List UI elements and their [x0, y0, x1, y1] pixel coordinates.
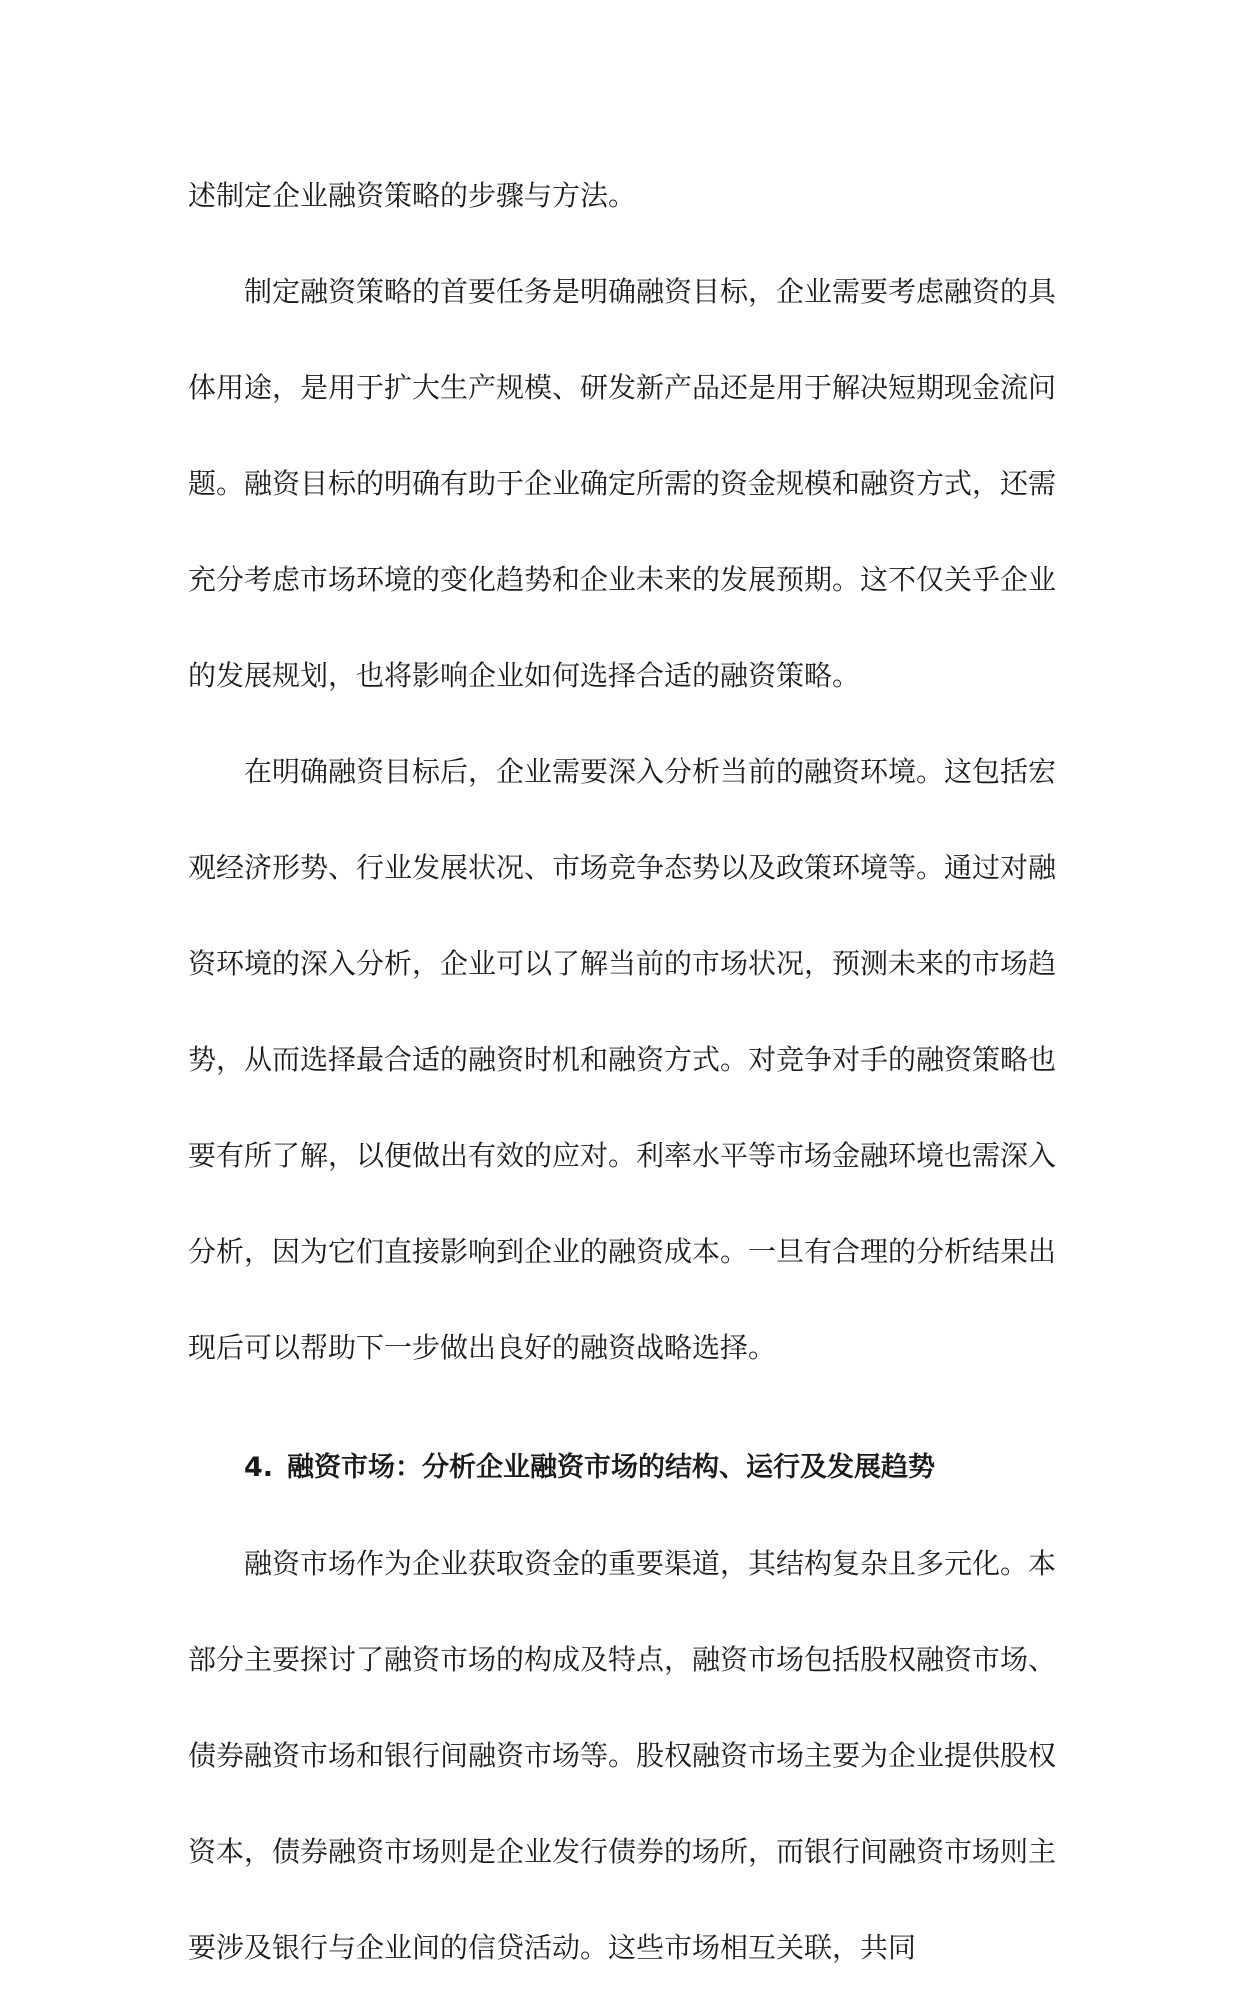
section-heading: [188, 1420, 1056, 1516]
paragraph-continuation: 述制定企业融资策略的步骤与方法。: [188, 179, 637, 212]
section-title: 融资市场：分析企业融资市场的结构、运行及发展趋势: [287, 1452, 936, 1483]
paragraph-financing-goal: 制定融资策略的首要任务是明确融资目标，企业需要考虑融资的具体用途，是用于扩大生产规模、研发新产品还是用于解决短期现金流问题。融资目标的明确有助于企业确定所需的资金规模和融资方式，还需充分考虑市场环境的变化趋势和企业未来的发展预期。这不仅关乎企业的发展规划，也将影响企业如何选择合适的融资策略。: [188, 275, 1057, 692]
section-number: 4.: [244, 1452, 274, 1483]
paragraph-financing-environment: 在明确融资目标后，企业需要深入分析当前的融资环境。这包括宏观经济形势、行业发展状况、市场竞争态势以及政策环境等。通过对融资环境的深入分析，企业可以了解当前的市场状况，预测未来的市场趋势，从而选择最合适的融资时机和融资方式。对竞争对手的融资策略也要有所了解，以便做出有效的应对。利率水平等市场金融环境也需深入分析，因为它们直接影响到企业的融资成本。一旦有合理的分析结果出现后可以帮助下一步做出良好的融资战略选择。: [188, 755, 1057, 1364]
paragraph-financing-market: 融资市场作为企业获取资金的重要渠道，其结构复杂且多元化。本部分主要探讨了融资市场的构成及特点，融资市场包括股权融资市场、债券融资市场和银行间融资市场等。股权融资市场主要为企业提供股权资本，债券融资市场则是企业发行债券的场所，而银行间融资市场则主要涉及银行与企业间的信贷活动。这些市场相互关联，共同: [188, 1547, 1057, 1964]
document-page: [188, 148, 1056, 1996]
